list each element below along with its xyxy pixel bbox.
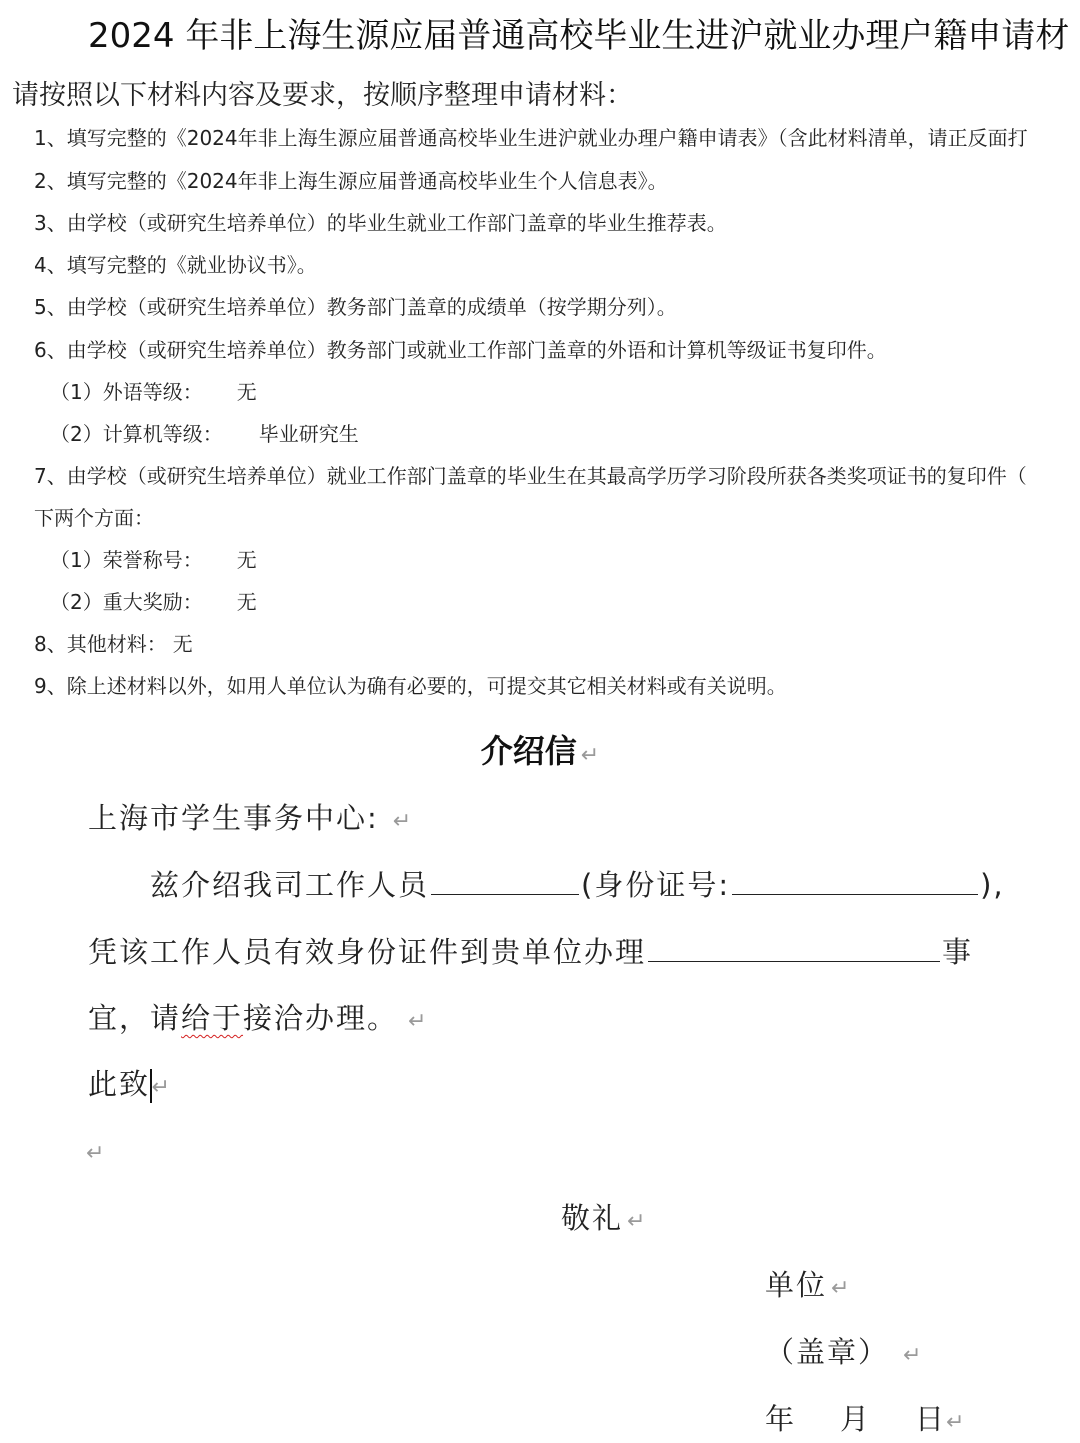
staff-name-blank: [431, 862, 579, 895]
unit-label: 单位: [765, 1268, 828, 1302]
item-label: （2）计算机等级：: [50, 422, 223, 446]
letter-addressee: [88, 796, 788, 842]
paragraph-mark-icon: ↵: [946, 1410, 965, 1435]
list-item: 5、由学校（或研究生培养单位）教务部门盖章的成绩单（按学期分列）。: [34, 295, 677, 319]
letter-title: 介绍信: [480, 732, 577, 770]
item-label: （1）荣誉称号：: [50, 548, 203, 572]
letter-body-line-1: [150, 862, 1080, 908]
list-item: [34, 629, 534, 659]
body-text: 接洽办理。: [243, 1001, 399, 1035]
paragraph-mark-icon: ↵: [627, 1209, 646, 1234]
letter-body-line-3: [88, 996, 788, 1042]
form-title: 2024 年非上海生源应届普通高校毕业生进沪就业办理户籍申请材: [88, 16, 1070, 56]
body-text: 兹介绍我司工作人员: [150, 868, 430, 902]
list-item: 7、由学校（或研究生培养单位）就业工作部门盖章的毕业生在其最高学历学习阶段所获各类奖项证书的复印件（: [34, 464, 1027, 488]
item-value: 无: [236, 380, 257, 404]
item-value: 毕业研究生: [258, 422, 359, 446]
closing-text: 敬礼: [561, 1201, 624, 1235]
list-item: 6、由学校（或研究生培养单位）教务部门或就业工作部门盖章的外语和计算机等级证书复印件。: [34, 338, 887, 362]
item-label: （2）重大奖励：: [50, 590, 203, 614]
list-item: 2、填写完整的《2024年非上海生源应届普通高校毕业生个人信息表》。: [34, 169, 668, 193]
addressee-text: 上海市学生事务中心:: [88, 801, 379, 835]
body-text: (身份证号:: [581, 868, 731, 902]
paragraph-mark-icon: ↵: [392, 809, 412, 834]
list-item: [50, 377, 550, 407]
paragraph-mark-icon: ↵: [580, 743, 600, 768]
id-number-blank: [732, 862, 978, 895]
date-year-label: 年: [765, 1402, 797, 1436]
signature-date: [765, 1397, 1065, 1443]
closing-text: 此致: [88, 1067, 151, 1101]
signature-seal: [765, 1330, 1065, 1376]
list-item: 9、除上述材料以外，如用人单位认为确有必要的，可提交其它相关材料或有关说明。: [34, 674, 787, 698]
item-value: 无: [172, 632, 193, 656]
empty-paragraph: [86, 1128, 186, 1174]
list-item: 1、填写完整的《2024年非上海生源应届普通高校毕业生进沪就业办理户籍申请表》（含此材料清单，请正反面打: [34, 126, 1028, 150]
letter-body-line-2: [88, 929, 1080, 975]
seal-label: （盖章）: [765, 1335, 890, 1369]
paragraph-mark-icon: ↵: [903, 1343, 922, 1368]
list-item: 下两个方面：: [34, 506, 154, 530]
signature-unit: [765, 1263, 1065, 1309]
item-label: （1）外语等级：: [50, 380, 203, 404]
body-text: 宜，请: [88, 1001, 182, 1035]
list-item: 4、填写完整的《就业协议书》。: [34, 253, 317, 277]
date-month-label: 月: [840, 1402, 872, 1436]
paragraph-mark-icon: ↵: [408, 1009, 427, 1034]
form-intro: 请按照以下材料内容及要求，按顺序整理申请材料：: [12, 80, 633, 111]
paragraph-mark-icon: ↵: [86, 1141, 105, 1166]
body-text: ),: [980, 868, 1005, 902]
date-day-label: 日: [915, 1402, 947, 1436]
spellcheck-flagged-text: 给于: [181, 1001, 244, 1035]
item-value: 无: [236, 548, 257, 572]
letter-heading: [0, 727, 1080, 775]
paragraph-mark-icon: ↵: [151, 1075, 170, 1100]
body-text: 凭该工作人员有效身份证件到贵单位办理: [88, 935, 647, 969]
letter-closing-1: [88, 1062, 488, 1108]
list-item: [50, 419, 650, 449]
list-item: [50, 587, 550, 617]
paragraph-mark-icon: ↵: [831, 1276, 850, 1301]
item-value: 无: [236, 590, 257, 614]
matter-blank: [648, 929, 940, 962]
body-text: 事: [942, 935, 974, 969]
item-label: 8、其他材料：: [34, 632, 167, 656]
letter-closing-2: [561, 1196, 861, 1242]
list-item: 3、由学校（或研究生培养单位）的毕业生就业工作部门盖章的毕业生推荐表。: [34, 211, 727, 235]
list-item: [50, 545, 550, 575]
